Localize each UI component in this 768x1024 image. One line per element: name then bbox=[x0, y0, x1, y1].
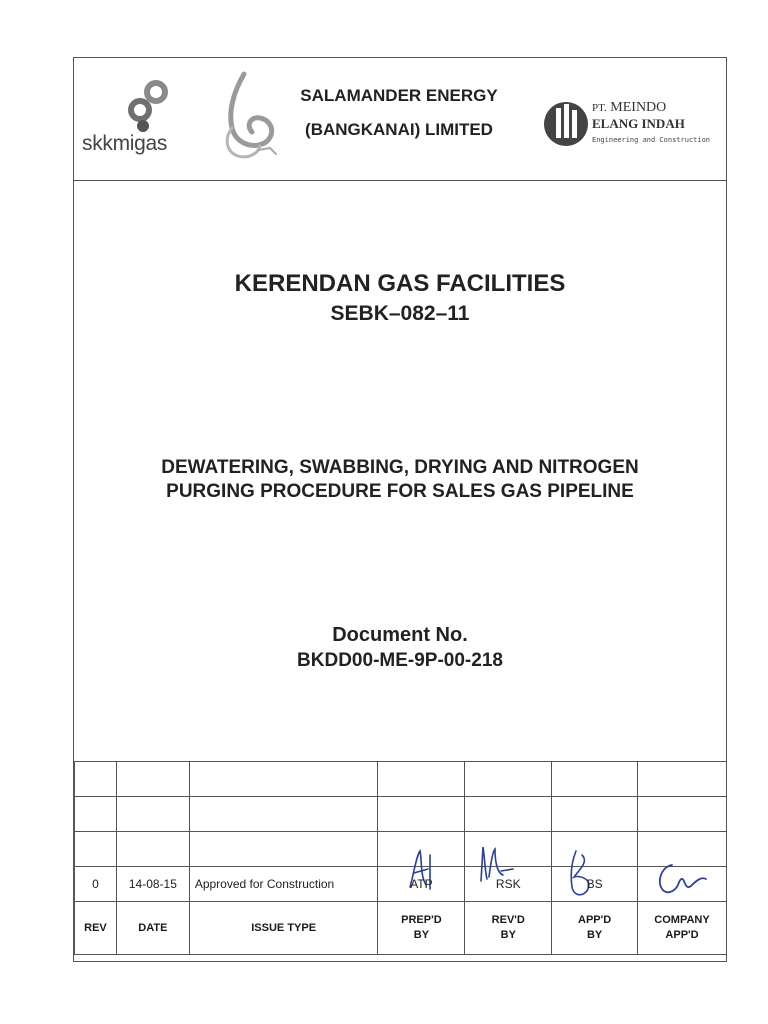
date-cell bbox=[116, 797, 189, 832]
col-header-rev: REV bbox=[75, 902, 117, 955]
revd-cell bbox=[465, 762, 552, 797]
rev-cell bbox=[75, 762, 117, 797]
appd-cell bbox=[552, 762, 638, 797]
document-number-value: BKDD00-ME-9P-00-218 bbox=[297, 650, 503, 671]
prep-cell: ATP bbox=[378, 867, 465, 902]
issue-cell: Approved for Construction bbox=[189, 867, 378, 902]
project-code: SEBK–082–11 bbox=[330, 302, 470, 325]
meindo-tagline: Engineering and Construction bbox=[592, 136, 711, 144]
document-title bbox=[74, 456, 726, 504]
meindo-name-line2: ELANG INDAH bbox=[592, 116, 685, 131]
col-header-revd-by: REV'D BY bbox=[465, 902, 552, 955]
document-title-line2: PURGING PROCEDURE FOR SALES GAS PIPELINE bbox=[166, 481, 634, 502]
issue-cell bbox=[189, 797, 378, 832]
col-header-issue-type: ISSUE TYPE bbox=[189, 902, 378, 955]
col-header-company-appd: COMPANY APP'D bbox=[638, 902, 727, 955]
company-name-line2: (BANGKANAI) LIMITED bbox=[305, 120, 493, 139]
meindo-emblem-icon bbox=[542, 96, 590, 152]
document-page bbox=[73, 57, 727, 962]
rev-cell bbox=[75, 832, 117, 867]
revision-row bbox=[75, 762, 727, 797]
issue-cell bbox=[189, 832, 378, 867]
revision-table bbox=[74, 761, 727, 955]
company-name-line1: SALAMANDER ENERGY bbox=[300, 86, 498, 105]
col-header-prepd-by: PREP'D BY bbox=[378, 902, 465, 955]
document-header bbox=[74, 58, 726, 181]
revision-row bbox=[75, 797, 727, 832]
salamander-icon bbox=[214, 66, 284, 166]
revision-row bbox=[75, 867, 727, 902]
prep-cell bbox=[378, 832, 465, 867]
document-title-line1: DEWATERING, SWABBING, DRYING AND NITROGEN bbox=[161, 457, 639, 478]
col-header-appd-by: APP'D BY bbox=[552, 902, 638, 955]
rev-cell bbox=[75, 797, 117, 832]
revision-row bbox=[75, 832, 727, 867]
revision-table-header bbox=[75, 902, 727, 955]
appd-cell bbox=[552, 797, 638, 832]
date-cell bbox=[116, 762, 189, 797]
company-cell bbox=[638, 867, 727, 902]
meindo-logo bbox=[542, 96, 717, 156]
prep-cell bbox=[378, 797, 465, 832]
document-number-label: Document No. bbox=[332, 624, 468, 646]
company-cell bbox=[638, 762, 727, 797]
col-header-date: DATE bbox=[116, 902, 189, 955]
issue-cell bbox=[189, 762, 378, 797]
appd-cell: BS bbox=[552, 867, 638, 902]
date-cell bbox=[116, 832, 189, 867]
appd-cell bbox=[552, 832, 638, 867]
skkmigas-logo bbox=[82, 80, 207, 160]
skkmigas-wordmark: skkmigas bbox=[82, 132, 168, 155]
salamander-logo bbox=[214, 66, 284, 166]
revd-cell: RSK bbox=[465, 867, 552, 902]
revd-cell bbox=[465, 832, 552, 867]
skkmigas-emblem-icon bbox=[110, 78, 180, 133]
meindo-name-line1: PT. MEINDO bbox=[592, 100, 667, 115]
date-cell: 14-08-15 bbox=[116, 867, 189, 902]
company-cell bbox=[638, 797, 727, 832]
company-name bbox=[284, 86, 514, 140]
revd-cell bbox=[465, 797, 552, 832]
rev-cell: 0 bbox=[75, 867, 117, 902]
prep-cell bbox=[378, 762, 465, 797]
project-title: KERENDAN GAS FACILITIES bbox=[234, 270, 566, 297]
company-cell bbox=[638, 832, 727, 867]
